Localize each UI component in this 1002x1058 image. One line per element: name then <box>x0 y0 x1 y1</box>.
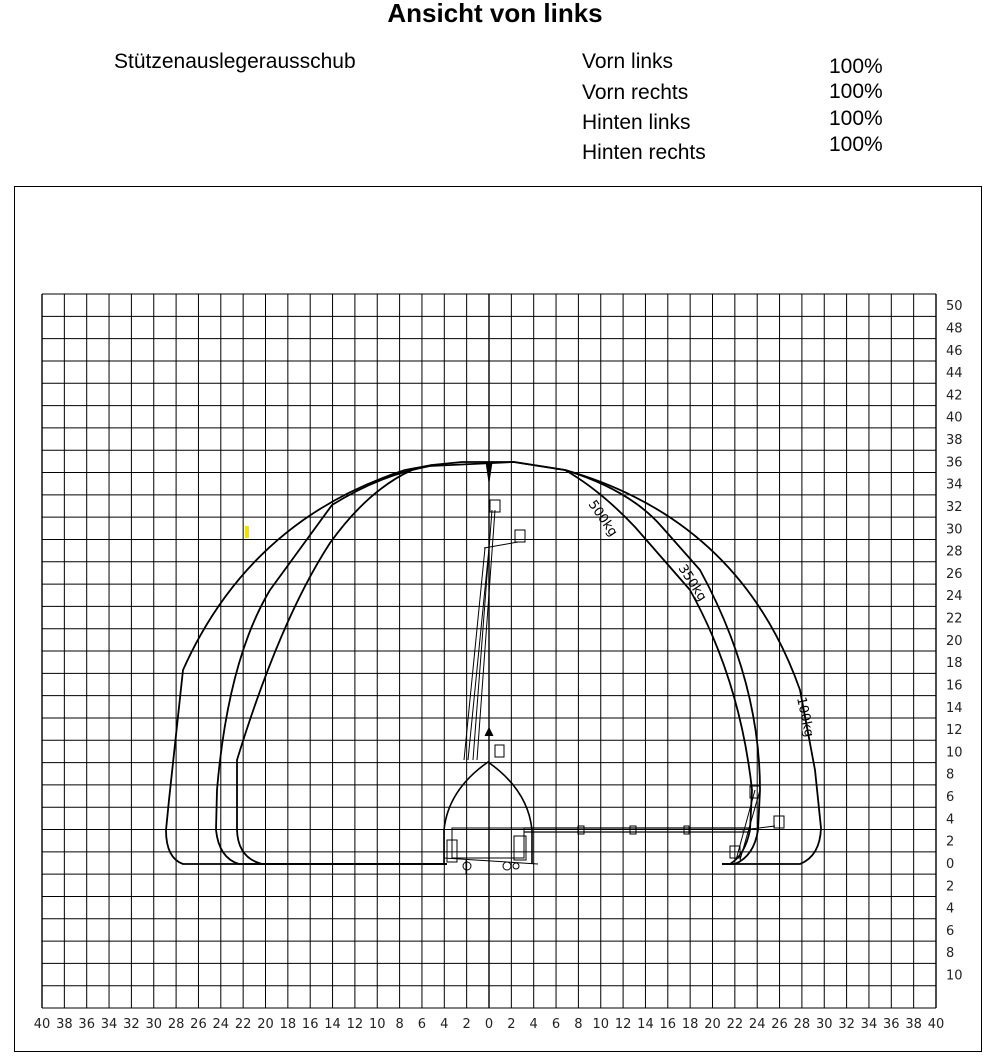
x-tick-label: 12 <box>346 1017 364 1032</box>
y-axis-ticks <box>946 299 963 983</box>
x-tick-label: 22 <box>726 1017 744 1032</box>
outrigger-side-rear-right: Hinten rechts <box>582 141 706 164</box>
x-tick-label: 6 <box>551 1017 561 1032</box>
x-axis-ticks <box>34 1017 945 1032</box>
y-tick-label: 24 <box>946 589 963 605</box>
x-tick-label: 30 <box>145 1017 163 1032</box>
y-tick-label: 10 <box>946 745 963 761</box>
y-tick-label: 38 <box>946 433 963 449</box>
outrigger-side-front-left: Vorn links <box>582 50 674 73</box>
y-tick-label: 8 <box>946 767 955 783</box>
x-tick-label: 2 <box>462 1017 471 1032</box>
outrigger-side-rear-left: Hinten links <box>582 111 691 134</box>
y-tick-label: 16 <box>946 678 963 694</box>
y-tick-label: 20 <box>946 633 963 649</box>
y-tick-label: 42 <box>946 388 963 404</box>
y-tick-label: 32 <box>946 499 963 515</box>
y-tick-label: 0 <box>946 856 955 872</box>
y-tick-label: 40 <box>946 410 963 426</box>
outrigger-side-front-right: Vorn rechts <box>582 81 689 104</box>
x-tick-label: 8 <box>574 1017 583 1032</box>
y-tick-label: 44 <box>946 366 963 382</box>
x-tick-label: 8 <box>395 1017 404 1032</box>
outrigger-value-rear-left: 100% <box>829 107 883 130</box>
x-tick-label: 32 <box>123 1017 140 1032</box>
y-tick-label: 50 <box>946 299 963 315</box>
y-tick-label: 46 <box>946 343 963 359</box>
x-tick-label: 40 <box>33 1017 51 1032</box>
y-tick-label: 18 <box>946 656 963 672</box>
y-tick-label: 6 <box>946 923 955 939</box>
diagram-grid <box>42 294 936 1008</box>
x-tick-label: 18 <box>681 1017 699 1032</box>
y-tick-label: 14 <box>946 700 963 716</box>
x-tick-label: 16 <box>659 1017 677 1032</box>
x-tick-label: 26 <box>190 1017 207 1032</box>
y-tick-label: 28 <box>946 544 963 560</box>
x-tick-label: 36 <box>883 1017 900 1032</box>
x-tick-label: 30 <box>815 1017 833 1032</box>
x-tick-label: 36 <box>78 1017 95 1032</box>
x-tick-label: 0 <box>484 1017 494 1032</box>
x-tick-label: 24 <box>748 1017 766 1032</box>
x-tick-label: 10 <box>592 1017 610 1032</box>
x-tick-label: 28 <box>793 1017 811 1032</box>
y-tick-label: 12 <box>946 723 963 739</box>
y-tick-label: 6 <box>946 790 955 806</box>
x-tick-label: 38 <box>56 1017 73 1032</box>
x-tick-label: 18 <box>279 1017 297 1032</box>
x-tick-label: 20 <box>257 1017 274 1032</box>
outrigger-value-front-right: 100% <box>829 80 883 103</box>
y-tick-label: 22 <box>946 611 963 627</box>
x-tick-label: 6 <box>417 1017 427 1032</box>
y-tick-label: 36 <box>946 455 963 471</box>
curve-label-100kg: 100kg <box>793 695 817 739</box>
x-tick-label: 14 <box>637 1017 654 1032</box>
curve-label-350kg: 350kg <box>674 562 710 605</box>
y-tick-label: 4 <box>946 901 955 917</box>
x-tick-label: 12 <box>614 1017 632 1032</box>
x-tick-label: 14 <box>324 1017 341 1032</box>
x-tick-label: 20 <box>704 1017 721 1032</box>
x-tick-label: 22 <box>234 1017 252 1032</box>
x-tick-label: 2 <box>507 1017 516 1032</box>
x-tick-label: 34 <box>860 1017 878 1032</box>
x-tick-label: 34 <box>100 1017 118 1032</box>
x-tick-label: 38 <box>905 1017 922 1032</box>
y-tick-label: 8 <box>946 946 955 962</box>
x-tick-label: 28 <box>167 1017 185 1032</box>
x-tick-label: 4 <box>440 1017 449 1032</box>
y-tick-label: 26 <box>946 566 963 582</box>
x-tick-label: 24 <box>212 1017 230 1032</box>
outrigger-value-rear-right: 100% <box>829 133 883 156</box>
outrigger-value-front-left: 100% <box>829 55 883 78</box>
y-tick-label: 4 <box>946 812 955 828</box>
x-tick-label: 40 <box>927 1017 945 1032</box>
x-tick-label: 10 <box>368 1017 386 1032</box>
outrigger-extension-label: Stützenauslegerausschub <box>114 50 356 73</box>
y-tick-label: 34 <box>946 477 963 493</box>
y-tick-label: 2 <box>946 879 955 895</box>
x-tick-label: 26 <box>771 1017 788 1032</box>
load-curve-500kg <box>237 465 752 864</box>
y-tick-label: 48 <box>946 321 963 337</box>
x-tick-label: 32 <box>838 1017 855 1032</box>
y-tick-label: 2 <box>946 834 955 850</box>
page-title: Ansicht von links <box>387 0 603 28</box>
x-tick-label: 4 <box>529 1017 538 1032</box>
highlight-marker <box>245 526 249 538</box>
truck-illustration <box>444 497 784 874</box>
y-tick-label: 10 <box>946 968 963 984</box>
curve-label-500kg: 500kg <box>584 497 621 540</box>
x-tick-label: 16 <box>301 1017 319 1032</box>
y-tick-label: 30 <box>946 522 963 538</box>
